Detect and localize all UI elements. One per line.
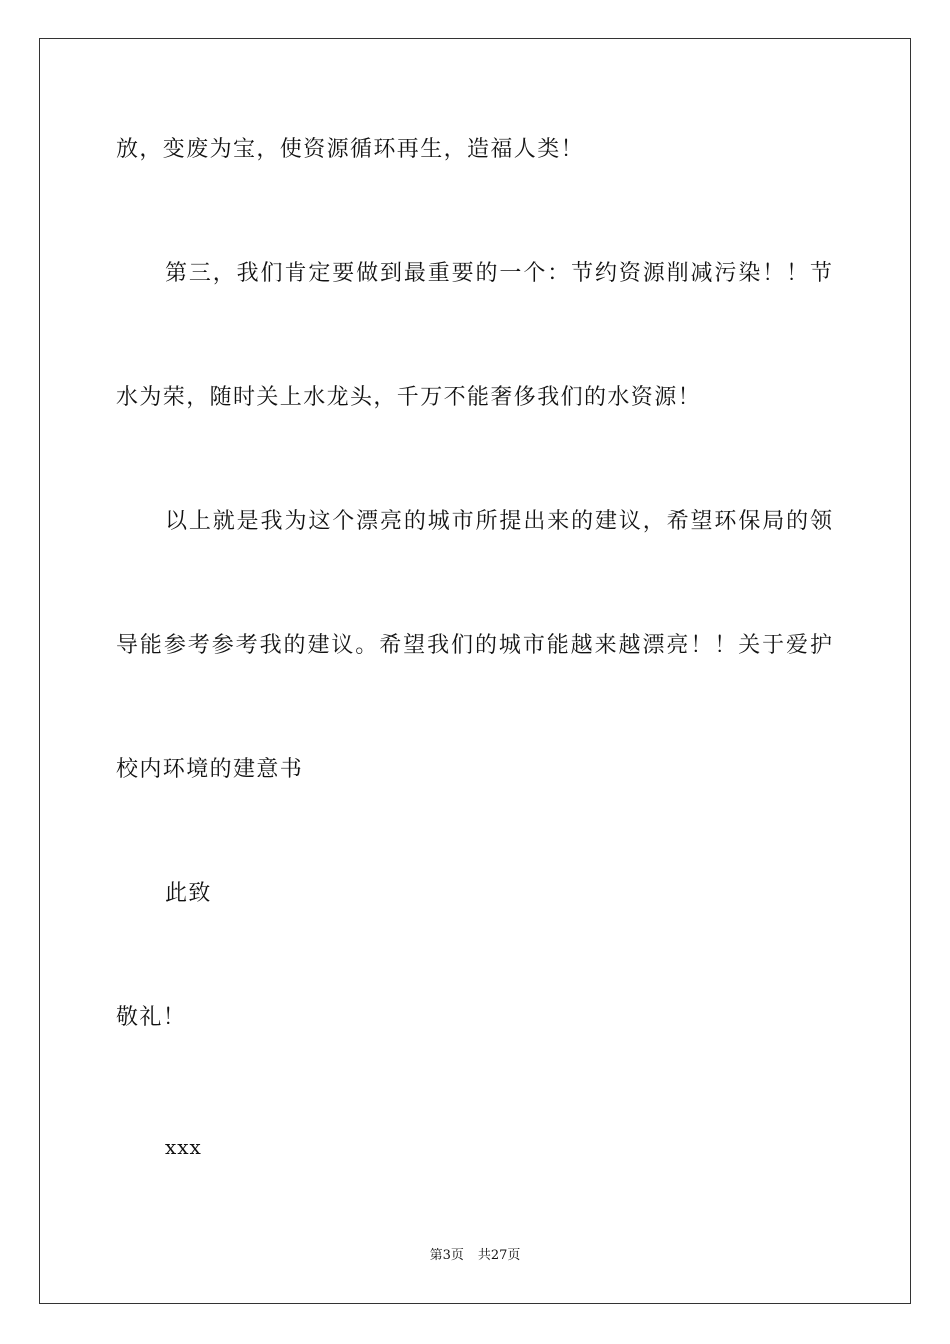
signature: xxx (165, 1135, 202, 1159)
paragraph-line-3: 水为荣，随时关上水龙头，千万不能奢侈我们的水资源！ (116, 385, 702, 410)
page-border (39, 38, 911, 1304)
closing-regards: 敬礼！ (116, 1005, 187, 1030)
page-footer (0, 1246, 950, 1266)
paragraph-line-5: 导能参考参考我的建议。希望我们的城市能越来越漂亮！！关于爱护 (116, 633, 832, 658)
paragraph-line-4: 以上就是我为这个漂亮的城市所提出来的建议，希望环保局的领 (165, 509, 832, 534)
paragraph-line-1: 放，变废为宝，使资源循环再生，造福人类！ (116, 137, 585, 162)
page-current: 第3页 (429, 1248, 464, 1263)
paragraph-line-2: 第三，我们肯定要做到最重要的一个：节约资源削减污染！！节 (165, 261, 832, 286)
paragraph-line-6: 校内环境的建意书 (116, 757, 304, 782)
closing-salutation: 此致 (165, 881, 212, 906)
page-total: 共27页 (477, 1248, 521, 1263)
